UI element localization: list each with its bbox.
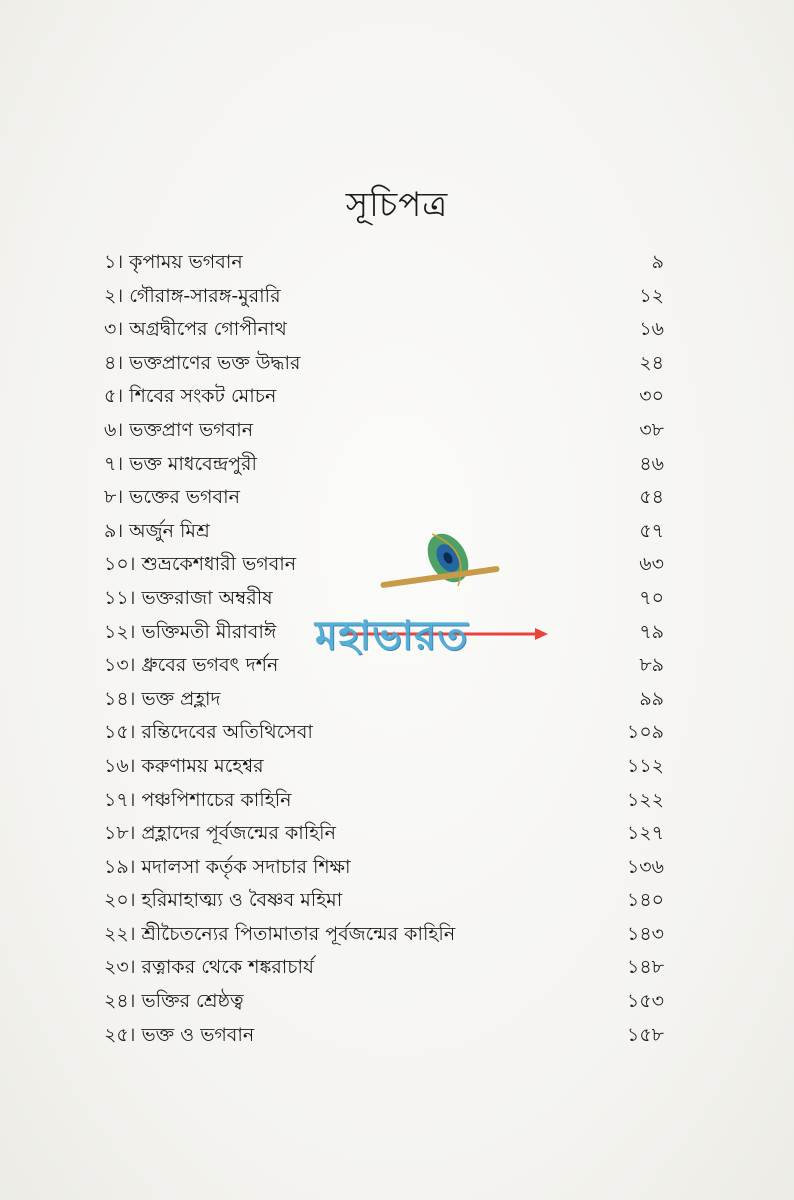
toc-entry-page-number: ৬৩ <box>639 553 664 576</box>
toc-entry-page-number: ১৩৬ <box>626 855 664 878</box>
toc-entry-page-number: ১৪০ <box>626 889 664 912</box>
toc-entry <box>104 851 664 885</box>
toc-entry-title: ৪। ভক্তপ্রাণের ভক্ত উদ্ধার <box>104 351 301 374</box>
toc-entry <box>104 918 664 952</box>
toc-entry-page-number: ১২২ <box>626 788 664 811</box>
toc-entry <box>104 750 664 784</box>
toc-entry-title: ১। কৃপাময় ভগবান <box>104 251 243 273</box>
toc-entry-title: ১৯। মদালসা কর্তৃক সদাচার শিক্ষা <box>104 855 351 878</box>
toc-entry-page-number: ১২৭ <box>626 822 664 845</box>
toc-entry-page-number: ৫৭ <box>639 519 664 542</box>
toc-entry-page-number: ২৪ <box>639 351 664 374</box>
toc-entry <box>104 448 664 482</box>
toc-entry-title: ১৭। পঞ্চপিশাচের কাহিনি <box>104 788 292 811</box>
toc-entry-page-number: ১১২ <box>626 754 664 777</box>
toc-entry <box>104 380 664 414</box>
toc-entry-page-number: ৩৮ <box>639 418 664 441</box>
toc-entry-title: ২৩। রত্নাকর থেকে শঙ্করাচার্য <box>104 956 314 979</box>
toc-entry-page-number: ১৪৩ <box>626 922 664 945</box>
toc-entry <box>104 784 664 818</box>
toc-entry-title: ৩। অগ্রদ্বীপের গোপীনাথ <box>104 318 287 341</box>
page-title: সূচিপত্র <box>345 184 449 225</box>
toc-entry-page-number: ৭০ <box>639 586 664 609</box>
toc-entry-page-number: ৪৬ <box>639 452 664 475</box>
toc-entry-page-number: ৫৪ <box>639 486 664 509</box>
toc-entry-title: ২। গৌরাঙ্গ-সারঙ্গ-মুরারি <box>104 284 281 307</box>
toc-entry <box>104 246 664 280</box>
toc-entry-title: ১১। ভক্তরাজা অম্বরীষ <box>104 586 273 609</box>
toc-entry <box>104 414 664 448</box>
toc-entry-page-number: ১৬ <box>639 318 664 341</box>
toc-entry <box>104 985 664 1019</box>
toc-entry-title: ৯। অর্জুন মিশ্র <box>104 519 210 542</box>
toc-entry-page-number: ১০৯ <box>626 721 664 744</box>
toc-entry-title: ১৬। করুণাময় মহেশ্বর <box>104 754 264 777</box>
toc-entry-page-number: ৯৯ <box>639 687 664 710</box>
toc-entry <box>104 1019 664 1053</box>
toc-entry-title: ১৮। প্রহ্লাদের পূর্বজন্মের কাহিনি <box>104 822 336 845</box>
toc-entry <box>104 716 664 750</box>
toc-entry <box>104 347 664 381</box>
toc-entry-page-number: ১৫৩ <box>626 990 664 1013</box>
toc-entry-title: ৮। ভক্তের ভগবান <box>104 486 240 509</box>
toc-entry-title: ২২। শ্রীচৈতন্যের পিতামাতার পূর্বজন্মের কাহিনি <box>104 922 456 945</box>
toc-entry <box>104 683 664 717</box>
toc-entry <box>104 951 664 985</box>
toc-entry-title: ১২। ভক্তিমতী মীরাবাঈ <box>104 620 277 643</box>
toc-entry-title: ১৪। ভক্ত প্রহ্লাদ <box>104 687 221 710</box>
toc-entry <box>104 817 664 851</box>
toc-entry-page-number: ৩০ <box>639 385 664 408</box>
toc-entry <box>104 313 664 347</box>
toc-entry-title: ৭। ভক্ত মাধবেন্দ্রপুরী <box>104 452 257 475</box>
toc-entry-page-number: ১২ <box>639 284 664 307</box>
toc-entry <box>104 481 664 515</box>
toc-entry-title: ২৪। ভক্তির শ্রেষ্ঠত্ব <box>104 990 244 1013</box>
toc-entry <box>104 884 664 918</box>
toc-entry-page-number: ১৪৮ <box>627 956 664 979</box>
toc-entry-title: ১০। শুভ্রকেশধারী ভগবান <box>104 553 297 576</box>
toc-entry-title: ৬। ভক্তপ্রাণ ভগবান <box>104 418 254 441</box>
toc-entry-page-number: ১৫৮ <box>627 1023 664 1046</box>
toc-entry-page-number: ৯ <box>651 251 664 273</box>
toc-entry-title: ১৫। রন্তিদেবের অতিথিসেবা <box>104 721 313 744</box>
toc-entry-title: ১৩। ধ্রুবের ভগবৎ দর্শন <box>104 654 279 677</box>
toc-entry-title: ২৫। ভক্ত ও ভগবান <box>104 1023 255 1046</box>
toc-entry-page-number: ৮৯ <box>639 654 664 677</box>
toc-entry <box>104 280 664 314</box>
toc-entry-page-number: ৭৯ <box>639 620 664 643</box>
toc-entry-title: ৫। শিবের সংকট মোচন <box>104 385 277 408</box>
toc-entry-title: ২০। হরিমাহাত্ম্য ও বৈষ্ণব মহিমা <box>104 889 343 912</box>
watermark-logo-text: মহাভারত <box>315 613 469 659</box>
